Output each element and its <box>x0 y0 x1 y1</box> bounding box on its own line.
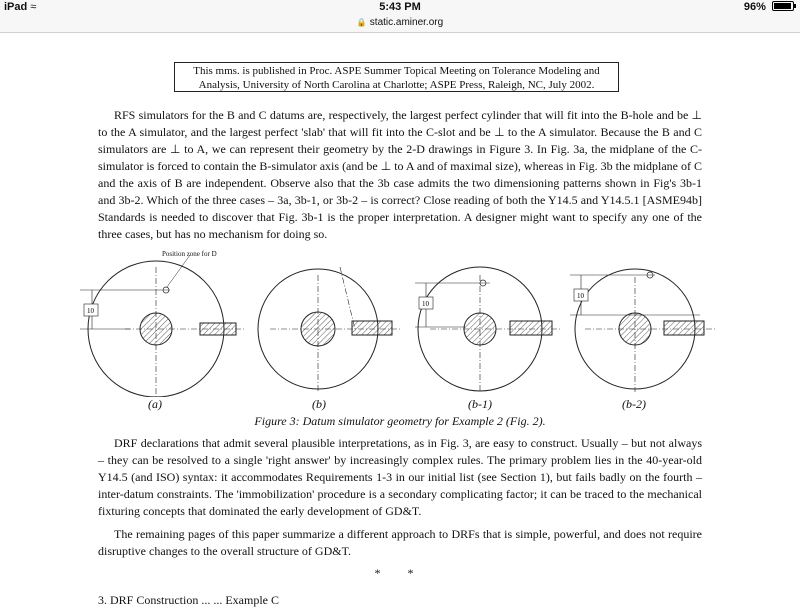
url-text[interactable]: static.aminer.org <box>369 17 444 28</box>
document-page[interactable] <box>0 33 800 607</box>
sublabel-b1: (b-1) <box>468 397 492 411</box>
fig-b-drawing <box>258 267 400 392</box>
figure-3 <box>70 247 730 428</box>
address-bar[interactable] <box>0 16 800 33</box>
fig-b2-drawing <box>570 269 715 392</box>
position-zone-label: Position zone for D <box>162 250 217 258</box>
battery-fill <box>774 3 791 9</box>
sublabel-b2: (b-2) <box>622 397 646 411</box>
wifi-icon: ≈ <box>30 1 37 13</box>
paragraph-2: DRF declarations that admit several plausible interpretations, as in Fig. 3, are easy to construct. Usually – but not always – they can be resolved to a single 'right answer' by increasingly complex rules. The primary problem lies in the 40-year-old Y14.5 (and ISO) syntax: it accommodates Requirements 1-3 in our initial list (see Section 1), but fails badly on the fourth – inter-datum constraints. The 'immobilization' procedure is a secondary complicating factor; it can be traced to the mechanical fixturing concepts that dominated the early development of GD&T. <box>98 436 702 518</box>
paragraph-1: RFS simulators for the B and C datums are, respectively, the largest perfect cylinder that will fit into the B-hole and be ⊥ to the A simulator, and the largest perfect 'slab' that will fit into the C-slot and be ⊥ to the A simulator. Because the B and C simulators are ⊥ to A, we can represent their geometry by the 2-D drawings in Figure 3. In Fig. 3a, the midplane of the C-simulator is forced to contain the B-simulator axis (and be ⊥ to A and of maximal size), whereas in Fig. 3b the midplane of C and the axis of B are independent. Observe also that the 3b case admits the two dimensioning patterns shown in Fig's 3b-1 and 3b-2. Which of the three cases – 3a, 3b-1, or 3b-2 – is correct? Close reading of both the Y14.5 and Y14.5.1 [ASME94b] Standards is needed to discover that Fig. 3b-1 is the proper interpretation. A designer might want to specify any one of the three cases, but has no mechanism for doing so. <box>98 108 702 241</box>
paragraph-3: The remaining pages of this paper summarize a different approach to DRFs that is simple, powerful, and does not require disruptive changes to the overall structure of GD&T. <box>98 527 702 558</box>
next-section-heading: 3. DRF Construction ... ... Example C <box>98 593 279 607</box>
lock-icon: 🔒 <box>356 18 367 27</box>
figure-caption: Figure 3: Datum simulator geometry for Example 2 (Fig. 2). <box>254 414 546 428</box>
figure-drawing <box>70 247 730 397</box>
battery-indicator <box>744 1 794 13</box>
section-separator: * * <box>374 566 426 580</box>
dim-a: 10 <box>87 307 94 315</box>
fig-b1-drawing <box>415 267 560 392</box>
dim-b2: 10 <box>577 292 584 300</box>
sublabel-a: (a) <box>148 397 162 411</box>
battery-icon <box>772 1 794 11</box>
status-bar <box>0 0 800 16</box>
device-name: iPad ≈ <box>4 1 37 13</box>
sublabel-b: (b) <box>312 397 326 411</box>
publication-notice: This mms. is published in Proc. ASPE Summer Topical Meeting on Tolerance Modeling and Analysis, University of North Carolina at Charlotte; ASPE Press, Raleigh, NC, July 2002. <box>174 62 619 92</box>
battery-percent: 96% <box>743 1 766 13</box>
fig-a-drawing <box>80 255 245 397</box>
dim-b1: 10 <box>422 300 429 308</box>
clock: 5:43 PM <box>379 1 421 13</box>
